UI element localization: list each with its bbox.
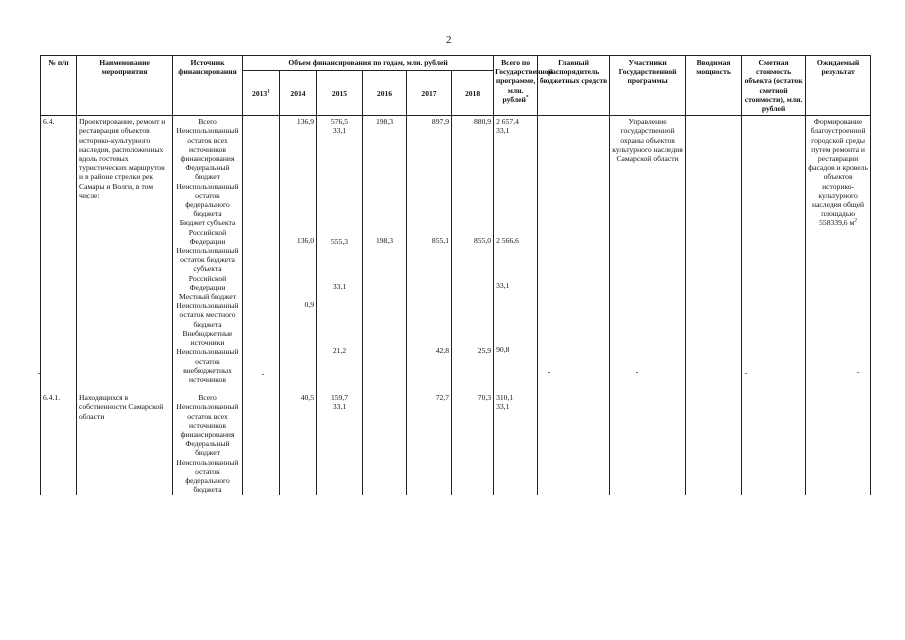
value: 70,3 xyxy=(477,393,492,403)
value: 880,9 xyxy=(473,117,492,127)
value: 33,1 xyxy=(332,402,347,412)
scan-speck xyxy=(745,373,747,374)
value: 136,0 xyxy=(296,236,314,246)
cell-participants xyxy=(610,385,686,495)
row-name: Проектирование, ремонт и реставрация объектов историко-культурного наследия, расположенных вдоль гостевых туристических маршрутов и в районе стрелки рек Самары и Волги, в том числе: xyxy=(77,116,173,385)
value: 33,1 xyxy=(496,281,510,291)
header-cost: Сметная стоимость объекта (остаток сметной стоимости), млн. рублей xyxy=(742,56,806,116)
source-label: Неиспользованный остаток бюджета субъекта Российской Федерации xyxy=(176,246,239,292)
scan-speck xyxy=(548,372,550,373)
header-total xyxy=(494,56,553,116)
cell-2016 xyxy=(363,116,407,385)
value: 855,0 xyxy=(473,236,492,246)
financing-table xyxy=(40,55,871,495)
value: 2 566,6 xyxy=(496,236,519,246)
source-label: Федеральный бюджет xyxy=(185,439,230,458)
source-label: Неиспользованный остаток местного бюджета xyxy=(176,301,239,329)
value: 33,1 xyxy=(496,126,510,136)
value: 855,1 xyxy=(431,236,449,246)
cell-2014 xyxy=(280,385,317,495)
scan-speck xyxy=(38,373,40,374)
source-label: Внебюджетные источники xyxy=(182,328,233,348)
cell-2014 xyxy=(280,116,317,385)
row-name: Находящихся в собственности Самарской области xyxy=(77,385,173,495)
header-total-sup: * xyxy=(525,94,529,101)
source-label: Местный бюджет xyxy=(179,292,236,302)
cell-2017 xyxy=(407,385,452,495)
table-row-6-4 xyxy=(41,116,871,385)
header-year-2014: 2014 xyxy=(280,71,317,116)
value: 310,1 xyxy=(496,393,514,403)
cell-2017 xyxy=(407,116,452,385)
header-total-text: Всего по Государственной программе, млн. рублей xyxy=(495,58,553,104)
source-label: Неиспользованный остаток всех источников финансирования xyxy=(176,402,239,439)
cell-capacity xyxy=(686,116,742,385)
source-label: Всего xyxy=(198,393,217,403)
row-sources xyxy=(173,385,243,495)
value: 198,3 xyxy=(375,236,394,246)
header-year-2016: 2016 xyxy=(363,71,407,116)
header-year-2017: 2017 xyxy=(407,71,452,116)
value: 42,8 xyxy=(435,346,449,356)
cell-total xyxy=(494,385,538,495)
header-year-2013-sup: 1 xyxy=(267,88,270,95)
cell-capacity xyxy=(686,385,742,495)
cell-participants: Управление государственной охраны объектов культурного наследия Самарской области xyxy=(610,116,686,385)
page-number: 2 xyxy=(446,34,452,46)
value: 159,7 xyxy=(330,393,349,403)
cell-2016 xyxy=(363,385,407,495)
source-label: Неиспользованный остаток внебюджетных источников xyxy=(176,347,239,384)
header-volume: Объем финансирования по годам, млн. рублей xyxy=(243,56,494,71)
source-label: Федеральный бюджет xyxy=(185,163,230,182)
value: 25,9 xyxy=(477,346,492,356)
header-year-2013-text: 2013 xyxy=(252,88,268,98)
value: 40,5 xyxy=(300,393,314,403)
value: 72,7 xyxy=(435,393,449,403)
row-num: 6.4.1. xyxy=(41,385,77,495)
cell-result xyxy=(806,385,871,495)
header-participants: Участники Государственной программы xyxy=(610,56,686,116)
header-year-2018: 2018 xyxy=(452,71,494,116)
scan-speck xyxy=(857,372,859,373)
value: 33,1 xyxy=(332,126,347,136)
cell-2013 xyxy=(243,116,280,385)
table-row-6-4-1 xyxy=(41,385,871,495)
value: 0,9 xyxy=(304,300,314,310)
cell-manager xyxy=(538,385,610,495)
cell-2018 xyxy=(452,116,494,385)
cell-total xyxy=(494,116,538,385)
source-label: Неиспользованный остаток федерального бюджета xyxy=(176,181,239,219)
cell-cost xyxy=(742,385,806,495)
value: 555,3 xyxy=(330,236,349,246)
cell-2015 xyxy=(317,116,363,385)
value: 897,9 xyxy=(431,117,449,127)
source-label: Неиспользованный остаток федерального бюджета xyxy=(176,457,239,495)
header-manager: Главный распорядитель бюджетных средств xyxy=(538,56,610,116)
cell-result xyxy=(806,116,871,385)
value: 33,1 xyxy=(496,402,510,412)
cell-cost xyxy=(742,116,806,385)
header-year-2015: 2015 xyxy=(317,71,363,116)
header-num: № п/п xyxy=(41,56,77,116)
value: 2 657,4 xyxy=(496,117,519,127)
scan-speck xyxy=(262,374,264,375)
row-num: 6.4. xyxy=(41,116,77,385)
value: 33,1 xyxy=(332,281,347,291)
scan-speck xyxy=(636,372,638,373)
header-capacity: Вводимая мощность xyxy=(686,56,742,116)
row-sources xyxy=(173,116,243,385)
value: 136,9 xyxy=(296,117,314,127)
value: 21,2 xyxy=(332,345,347,355)
source-label: Всего xyxy=(198,117,217,127)
cell-manager xyxy=(538,116,610,385)
value: 90,8 xyxy=(496,345,510,355)
source-label: Бюджет субъекта Российской Федерации xyxy=(179,218,236,246)
source-label: Неиспользованный остаток всех источников финансирования xyxy=(176,126,239,164)
result-text: Формирование благоустроенной городской среды путем ремонта и реставрации фасадов и кровель объектов историко-культурного наследия общей площадью 558339,6 м xyxy=(808,117,868,228)
cell-2013 xyxy=(243,385,280,495)
cell-2018 xyxy=(452,385,494,495)
header-result: Ожидаемый результат xyxy=(806,56,871,116)
result-sup: 2 xyxy=(854,217,858,224)
cell-2015 xyxy=(317,385,363,495)
value: 198,3 xyxy=(375,117,394,127)
header-year-2013 xyxy=(243,71,280,116)
header-name: Наименование мероприятия xyxy=(77,56,173,116)
header-source: Источник финансирования xyxy=(173,56,243,116)
value: 576,5 xyxy=(330,117,349,127)
